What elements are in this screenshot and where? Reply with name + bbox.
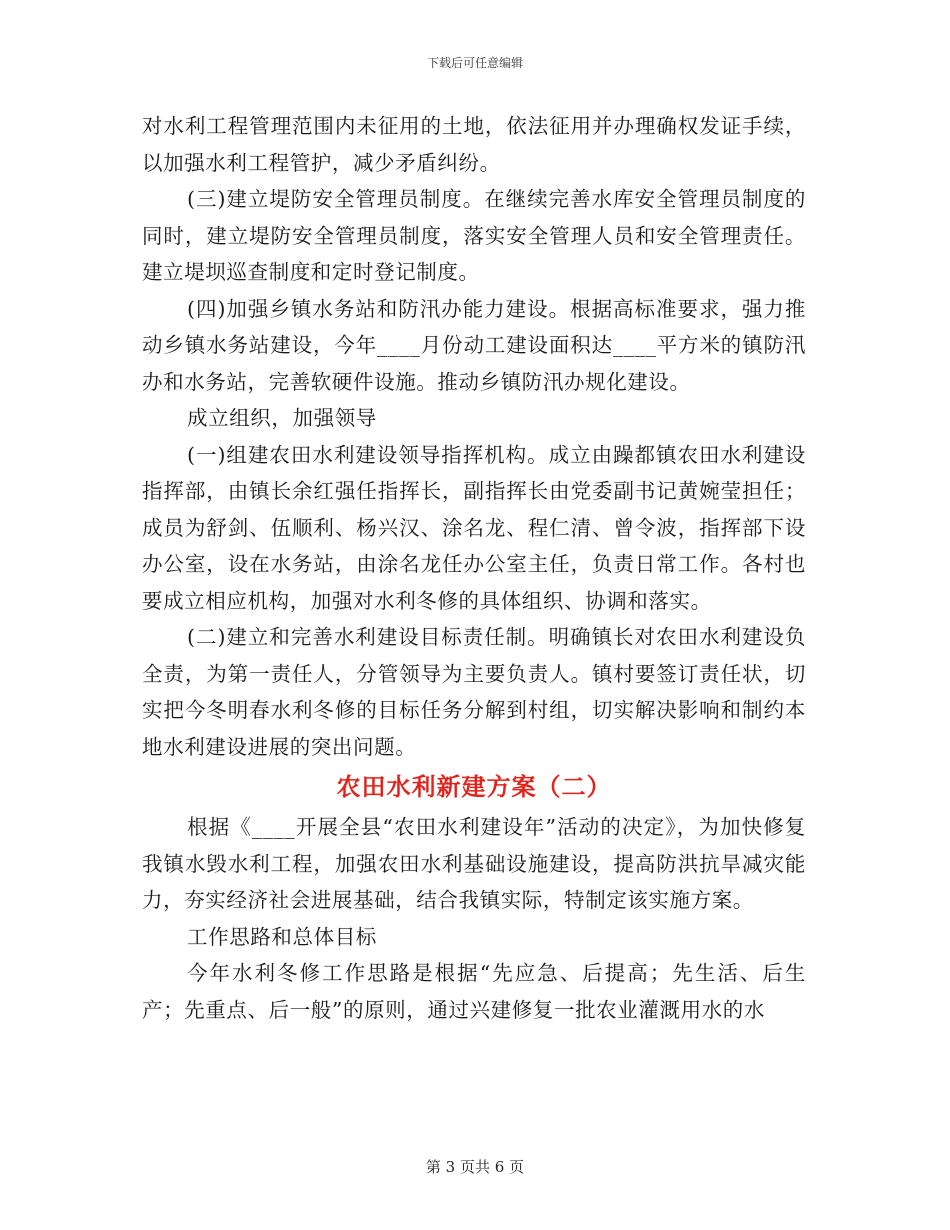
- paragraph: 对水利工程管理范围内未征用的土地，依法征用并办理确权发证手续，以加强水利工程管护，减少矛盾纠纷。: [142, 114, 806, 175]
- paragraph: (二)建立和完善水利建设目标责任制。明确镇长对农田水利建设负全责，为第一责任人，分管领导为主要负责人。镇村要签订责任状，切实把今冬明春水利冬修的目标任务分解到村组，切实解决影响和制约本地水利建设进展的突出问题。: [142, 625, 806, 759]
- paragraph: (一)组建农田水利建设领导指挥机构。成立由躁都镇农田水利建设指挥部，由镇长余红强任指挥长，副指挥长由党委副书记黄婉莹担任；成员为舒剑、伍顺利、杨兴汉、涂名龙、程仁清、曾令波，指挥部下设办公室，设在水务站，由涂名龙任办公室主任，负责日常工作。各村也要成立相应机构，加强对水利冬修的具体组织、协调和落实。: [142, 442, 806, 613]
- paragraph: 根据《____开展全县“农田水利建设年”活动的决定》，为加快修复我镇水毁水利工程，加强农田水利基础设施建设，提高防洪抗旱减灾能力，夯实经济社会进展基础，结合我镇实际，特制定该实施方案。: [142, 815, 806, 912]
- section-part-one: [142, 108, 806, 765]
- paragraph: 工作思路和总体目标: [187, 924, 377, 949]
- section-part-two: [142, 809, 806, 1028]
- page-header: 下载后可任意编辑: [426, 56, 523, 70]
- paragraph: 成立组织，加强领导: [187, 406, 377, 430]
- document-body: [142, 108, 806, 1028]
- paragraph: (四)加强乡镇水务站和防汛办能力建设。根据高标准要求，强力推动乡镇水务站建设，今年____月份动工建设面积达____平方米的镇防汛办和水务站，完善软硬件设施。推动乡镇防汛办规化建设。: [142, 296, 806, 394]
- paragraph: (三)建立堤防安全管理员制度。在继续完善水库安全管理员制度的同时，建立堤防安全管理员制度，落实安全管理人员和安全管理责任。建立堤坝巡查制度和定时登记制度。: [142, 187, 806, 284]
- page-footer: 第 3 页共 6 页: [425, 1158, 525, 1176]
- paragraph: 今年水利冬修工作思路是根据“先应急、后提高；先生活、后生产；先重点、后一般”的原则，通过兴建修复一批农业灌溉用水的水: [142, 961, 806, 1022]
- section-title: 农田水利新建方案（二）: [336, 772, 612, 801]
